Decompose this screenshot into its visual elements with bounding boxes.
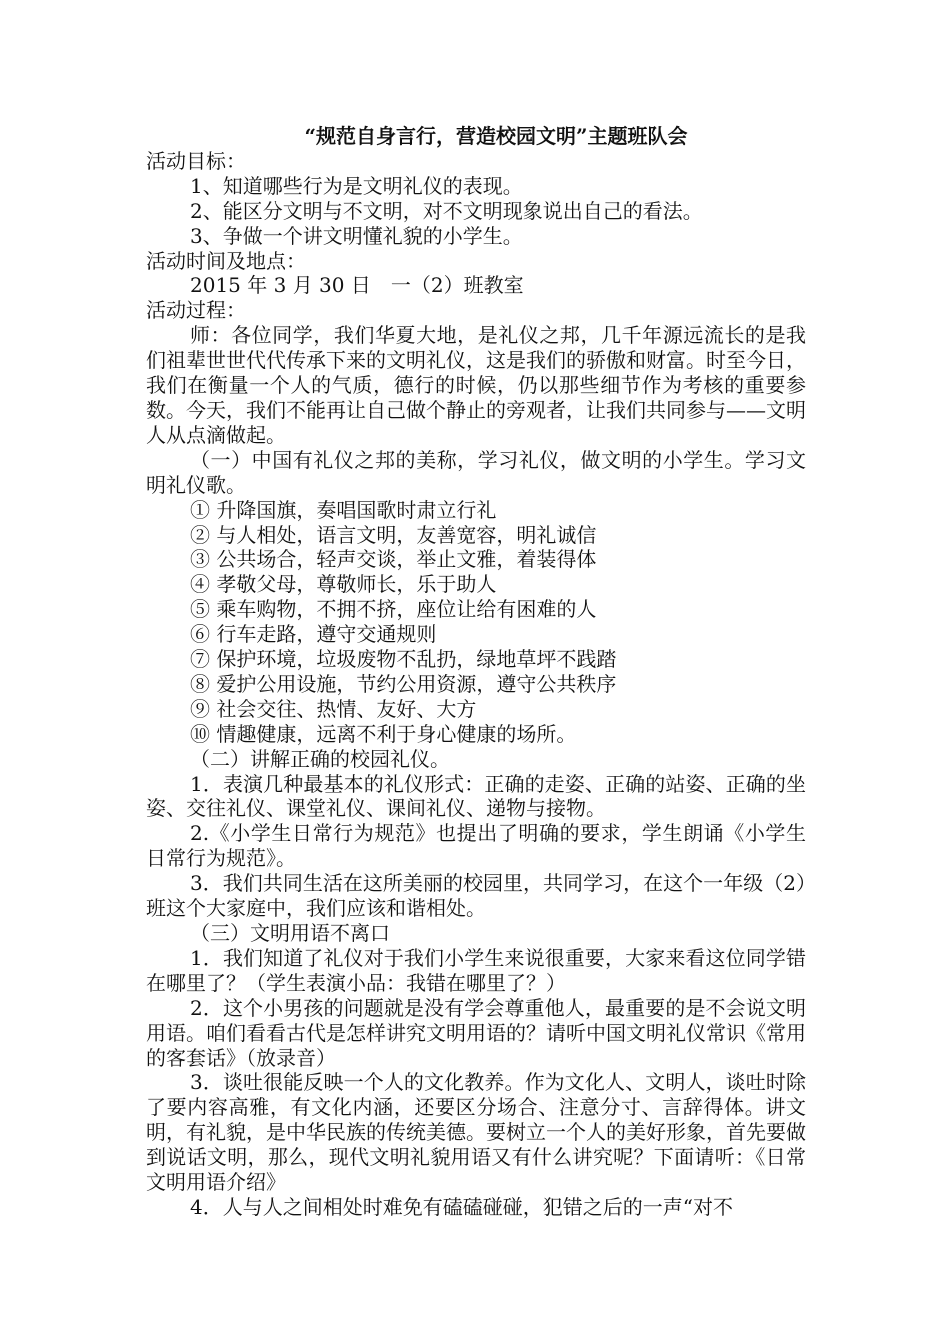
song-line: ③ 公共场合，轻声交谈，举止文雅，着装得体 — [190, 547, 597, 572]
time-heading: 活动时间及地点： — [146, 248, 306, 273]
goal-item: 1、知道哪些行为是文明礼仪的表现。 — [190, 173, 523, 198]
part2-item: 2.《小学生日常行为规范》也提出了明确的要求，学生朗诵《小学生日常行为规范》。 — [146, 821, 806, 871]
part2-item: 3．我们共同生活在这所美丽的校园里，共同学习，在这个一年级（2）班这个大家庭中，我们应该和谐相处。 — [146, 871, 806, 921]
part3-item: 3．谈吐很能反映一个人的文化教养。作为文化人、文明人，谈吐时除了要内容高雅，有文化内涵，还要区分场合、注意分寸、言辞得体。讲文明，有礼貌，是中华民族的传统美德。要树立一个人的美好形象，首先要做到说话文明，那么，现代文明礼貌用语又有什么讲究呢？下面请听：《日常文明用语介绍》 — [146, 1070, 806, 1195]
intro-paragraph: 师：各位同学，我们华夏大地，是礼仪之邦，几千年源远流长的是我们祖辈世世代代传承下来的文明礼仪，这是我们的骄傲和财富。时至今日，我们在衡量一个人的气质，德行的时候，仍以那些细节作为考核的重要参数。今天，我们不能再让自己做个静止的旁观者，让我们共同参与——文明人从点滴做起。 — [146, 323, 806, 447]
goal-item: 3、争做一个讲文明懂礼貌的小学生。 — [190, 223, 523, 248]
song-line: ⑩ 情趣健康，远离不利于身心健康的场所。 — [190, 721, 577, 746]
part3-heading: （三）文明用语不离口 — [190, 921, 390, 945]
song-line: ⑤ 乘车购物，不拥不挤，座位让给有困难的人 — [190, 597, 597, 622]
song-line: ④ 孝敬父母，尊敬师长，乐于助人 — [190, 572, 497, 597]
song-line: ② 与人相处，语言文明，友善宽容，明礼诚信 — [190, 522, 597, 547]
goals-heading: 活动目标： — [146, 148, 246, 173]
song-line: ⑥ 行车走路，遵守交通规则 — [190, 622, 437, 647]
song-line: ⑦ 保护环境，垃圾废物不乱扔，绿地草坪不践踏 — [190, 647, 617, 672]
song-line: ① 升降国旗，奏唱国歌时肃立行礼 — [190, 497, 497, 522]
song-line: ⑧ 爱护公用设施，节约公用资源，遵守公共秩序 — [190, 671, 617, 696]
goal-item: 2、能区分文明与不文明，对不文明现象说出自己的看法。 — [190, 198, 703, 223]
part2-heading: （二）讲解正确的校园礼仪。 — [190, 746, 450, 771]
document-body — [146, 124, 806, 1220]
part2-item: 1．表演几种最基本的礼仪形式：正确的走姿、正确的站姿、正确的坐姿、交往礼仪、课堂礼仪、课间礼仪、递物与接物。 — [146, 771, 806, 821]
part1-heading: （一）中国有礼仪之邦的美称，学习礼仪，做文明的小学生。学习文明礼仪歌。 — [146, 447, 806, 497]
process-heading: 活动过程： — [146, 298, 246, 323]
part3-item: 2．这个小男孩的问题就是没有学会尊重他人，最重要的是不会说文明用语。咱们看看古代是怎样讲究文明用语的？请听中国文明礼仪常识《常用的客套话》（放录音） — [146, 995, 806, 1070]
document-title: “规范自身言行，营造校园文明”主题班队会 — [304, 124, 688, 148]
time-value: 2015 年 3 月 30 日 一（2）班教室 — [190, 273, 524, 298]
part3-item: 4．人与人之间相处时难免有磕磕碰碰，犯错之后的一声“对不 — [190, 1194, 733, 1219]
part3-item: 1．我们知道了礼仪对于我们小学生来说很重要，大家来看这位同学错在哪里了？（学生表演小品：我错在哪里了？） — [146, 945, 806, 995]
song-line: ⑨ 社会交往、热情、友好、大方 — [190, 696, 477, 721]
